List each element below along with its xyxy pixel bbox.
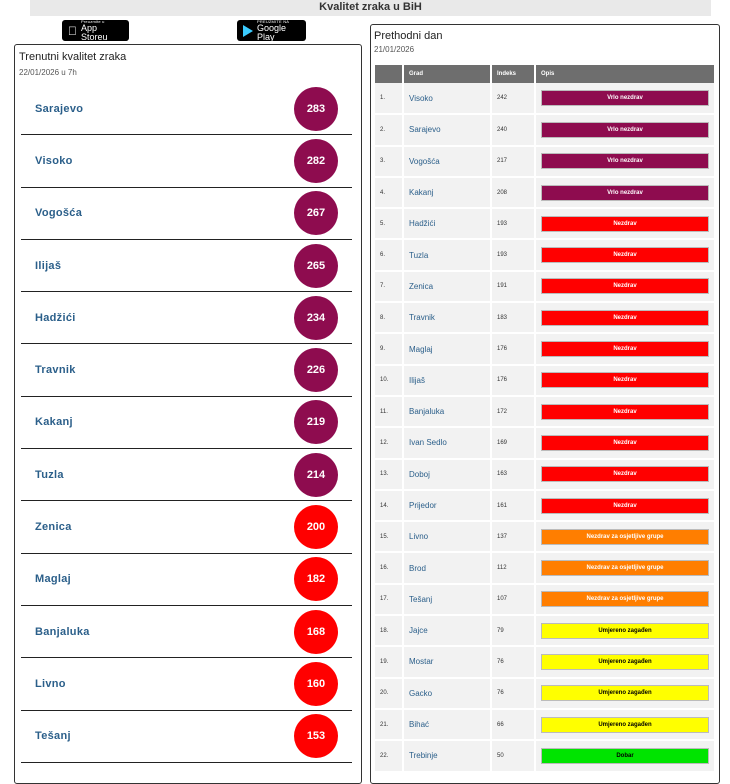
city-row[interactable] — [21, 711, 352, 763]
city-row[interactable] — [21, 658, 352, 710]
column-header-number — [375, 65, 403, 83]
aqi-badge: 267 — [294, 191, 338, 235]
rank-description-cell — [535, 709, 715, 740]
status-badge: Umjereno zagađen — [541, 654, 709, 670]
city-link[interactable]: Tešanj — [35, 730, 71, 743]
rank-number: 15. — [375, 521, 403, 552]
table-row — [375, 615, 715, 646]
rank-description-cell — [535, 459, 715, 490]
city-row[interactable] — [21, 188, 352, 240]
table-row — [375, 365, 715, 396]
city-row[interactable] — [21, 240, 352, 292]
aqi-badge: 200 — [294, 505, 338, 549]
city-row[interactable] — [21, 83, 352, 135]
rank-description-cell — [535, 239, 715, 270]
current-quality-panel — [14, 44, 362, 784]
table-row — [375, 333, 715, 364]
rank-number: 5. — [375, 208, 403, 239]
rank-city-link[interactable]: Gacko — [403, 678, 491, 709]
table-row — [375, 271, 715, 302]
page-title: Kvalitet zraka u BiH — [319, 1, 422, 13]
table-row — [375, 302, 715, 333]
table-row — [375, 114, 715, 145]
rank-index: 191 — [491, 271, 535, 302]
rank-city-link[interactable]: Sarajevo — [403, 114, 491, 145]
rank-city-link[interactable]: Tešanj — [403, 584, 491, 615]
rank-city-link[interactable]: Tuzla — [403, 239, 491, 270]
rank-description-cell — [535, 427, 715, 458]
status-badge: Nezdrav — [541, 278, 709, 294]
city-link[interactable]: Visoko — [35, 154, 73, 167]
table-row — [375, 709, 715, 740]
status-badge: Umjereno zagađen — [541, 685, 709, 701]
rank-index: 176 — [491, 365, 535, 396]
aqi-badge: 160 — [294, 662, 338, 706]
table-row — [375, 83, 715, 114]
status-badge: Vrlo nezdrav — [541, 185, 709, 201]
rank-number: 16. — [375, 552, 403, 583]
table-row — [375, 177, 715, 208]
rank-number: 18. — [375, 615, 403, 646]
rank-index: 112 — [491, 552, 535, 583]
rank-number: 4. — [375, 177, 403, 208]
aqi-badge: 265 — [294, 244, 338, 288]
rank-city-link[interactable]: Bihać — [403, 709, 491, 740]
table-row — [375, 646, 715, 677]
google-play-icon — [243, 25, 253, 37]
status-badge: Umjereno zagađen — [541, 717, 709, 733]
status-badge: Nezdrav — [541, 341, 709, 357]
aqi-badge: 153 — [294, 714, 338, 758]
rank-city-link[interactable]: Livno — [403, 521, 491, 552]
rank-number: 22. — [375, 740, 403, 771]
rank-index: 137 — [491, 521, 535, 552]
rank-number: 20. — [375, 678, 403, 709]
table-row — [375, 490, 715, 521]
rank-number: 7. — [375, 271, 403, 302]
rank-city-link[interactable]: Vogošća — [403, 146, 491, 177]
city-row[interactable] — [21, 554, 352, 606]
rank-description-cell — [535, 271, 715, 302]
rank-index: 193 — [491, 208, 535, 239]
city-link[interactable]: Travnik — [35, 364, 76, 377]
city-row[interactable] — [21, 606, 352, 658]
table-row — [375, 459, 715, 490]
city-link[interactable]: Sarajevo — [35, 102, 84, 115]
rank-index: 176 — [491, 333, 535, 364]
city-link[interactable]: Tuzla — [35, 468, 64, 481]
app-store-small-label: Preuzmite u — [72, 23, 96, 28]
app-store-label: App Storeu — [72, 27, 118, 37]
table-row — [375, 678, 715, 709]
table-row — [375, 396, 715, 427]
rank-number: 13. — [375, 459, 403, 490]
city-row[interactable] — [21, 397, 352, 449]
rank-number: 1. — [375, 83, 403, 114]
rank-description-cell — [535, 365, 715, 396]
rank-city-link[interactable]: Ivan Sedlo — [403, 427, 491, 458]
rank-description-cell — [535, 208, 715, 239]
rank-index: 161 — [491, 490, 535, 521]
rank-index: 217 — [491, 146, 535, 177]
rank-number: 14. — [375, 490, 403, 521]
rank-city-link[interactable]: Doboj — [403, 459, 491, 490]
aqi-badge: 168 — [294, 610, 338, 654]
city-link[interactable]: Vogošća — [35, 207, 83, 220]
status-badge: Nezdrav — [541, 498, 709, 514]
rank-description-cell — [535, 615, 715, 646]
rank-number: 10. — [375, 365, 403, 396]
rank-index: 50 — [491, 740, 535, 771]
city-row[interactable] — [21, 292, 352, 344]
rank-number: 11. — [375, 396, 403, 427]
rank-index: 193 — [491, 239, 535, 270]
aqi-badge: 282 — [294, 139, 338, 183]
city-row[interactable] — [21, 344, 352, 396]
rank-number: 21. — [375, 709, 403, 740]
table-row — [375, 552, 715, 583]
status-badge: Nezdrav za osjetljive grupe — [541, 591, 709, 607]
rank-city-link[interactable]: Trebinje — [403, 740, 491, 771]
city-link[interactable]: Zenica — [35, 521, 72, 534]
rank-number: 8. — [375, 302, 403, 333]
status-badge: Nezdrav za osjetljive grupe — [541, 529, 709, 545]
rank-number: 17. — [375, 584, 403, 615]
rank-index: 172 — [491, 396, 535, 427]
rank-city-link[interactable]: Brod — [403, 552, 491, 583]
rank-index: 183 — [491, 302, 535, 333]
rank-description-cell — [535, 333, 715, 364]
rank-index: 76 — [491, 646, 535, 677]
column-header-city: Grad — [403, 65, 491, 83]
rank-description-cell — [535, 646, 715, 677]
previous-day-table — [375, 65, 716, 773]
status-badge: Nezdrav — [541, 216, 709, 232]
rank-index: 240 — [491, 114, 535, 145]
status-badge: Vrlo nezdrav — [541, 90, 709, 106]
status-badge: Nezdrav — [541, 466, 709, 482]
rank-number: 2. — [375, 114, 403, 145]
city-row[interactable] — [21, 449, 352, 501]
current-quality-date: 22/01/2026 u 7h — [19, 68, 77, 77]
previous-day-date: 21/01/2026 — [374, 45, 415, 54]
city-link[interactable]: Banjaluka — [35, 625, 90, 638]
rank-number: 19. — [375, 646, 403, 677]
rank-description-cell — [535, 83, 715, 114]
city-link[interactable]: Hadžići — [35, 311, 76, 324]
app-store-button[interactable] — [62, 20, 129, 41]
table-header-row — [375, 65, 715, 83]
rank-description-cell — [535, 177, 715, 208]
rank-index: 242 — [491, 83, 535, 114]
rank-description-cell — [535, 740, 715, 771]
rank-number: 9. — [375, 333, 403, 364]
rank-city-link[interactable]: Ilijaš — [403, 365, 491, 396]
rank-city-link[interactable]: Hadžići — [403, 208, 491, 239]
aqi-badge: 219 — [294, 400, 338, 444]
rank-index: 107 — [491, 584, 535, 615]
google-play-small-label: PREUZMITE NA — [257, 18, 290, 24]
table-row — [375, 427, 715, 458]
rank-index: 76 — [491, 678, 535, 709]
city-row[interactable] — [21, 135, 352, 187]
table-row — [375, 584, 715, 615]
status-badge: Nezdrav — [541, 372, 709, 388]
rank-description-cell — [535, 584, 715, 615]
status-badge: Nezdrav — [541, 435, 709, 451]
rank-city-link[interactable]: Travnik — [403, 302, 491, 333]
city-row[interactable] — [21, 501, 352, 553]
rank-description-cell — [535, 521, 715, 552]
previous-day-panel — [370, 24, 720, 784]
status-badge: Vrlo nezdrav — [541, 153, 709, 169]
rank-city-link[interactable]: Zenica — [403, 271, 491, 302]
status-badge: Nezdrav — [541, 404, 709, 420]
table-row — [375, 239, 715, 270]
status-badge: Dobar — [541, 748, 709, 764]
table-row — [375, 208, 715, 239]
current-quality-title: Trenutni kvalitet zraka — [19, 51, 127, 63]
rank-city-link[interactable]: Kakanj — [403, 177, 491, 208]
rank-number: 6. — [375, 239, 403, 270]
page-header — [30, 0, 711, 16]
rank-description-cell — [535, 302, 715, 333]
column-header-description: Opis — [535, 65, 715, 83]
rank-city-link[interactable]: Jajce — [403, 615, 491, 646]
city-link[interactable]: Kakanj — [35, 416, 73, 429]
apple-icon — [68, 25, 77, 37]
table-row — [375, 740, 715, 771]
previous-day-title: Prethodni dan — [374, 30, 443, 42]
table-row — [375, 146, 715, 177]
google-play-label: Google Play — [257, 22, 287, 42]
rank-description-cell — [535, 490, 715, 521]
aqi-badge: 214 — [294, 453, 338, 497]
rank-description-cell — [535, 678, 715, 709]
column-header-index: Indeks — [491, 65, 535, 83]
rank-city-link[interactable]: Banjaluka — [403, 396, 491, 427]
aqi-badge: 234 — [294, 296, 338, 340]
status-badge: Nezdrav za osjetljive grupe — [541, 560, 709, 576]
rank-index: 79 — [491, 615, 535, 646]
rank-city-link[interactable]: Mostar — [403, 646, 491, 677]
rank-description-cell — [535, 146, 715, 177]
rank-index: 163 — [491, 459, 535, 490]
rank-number: 3. — [375, 146, 403, 177]
current-city-list — [21, 83, 352, 763]
table-row — [375, 521, 715, 552]
aqi-badge: 226 — [294, 348, 338, 392]
city-link[interactable]: Livno — [35, 677, 66, 690]
rank-description-cell — [535, 552, 715, 583]
rank-description-cell — [535, 396, 715, 427]
status-badge: Nezdrav — [541, 247, 709, 263]
rank-description-cell — [535, 114, 715, 145]
rank-city-link[interactable]: Prijedor — [403, 490, 491, 521]
rank-index: 169 — [491, 427, 535, 458]
status-badge: Umjereno zagađen — [541, 623, 709, 639]
aqi-badge: 283 — [294, 87, 338, 131]
aqi-badge: 182 — [294, 557, 338, 601]
google-play-button[interactable] — [237, 20, 306, 41]
rank-city-link[interactable]: Maglaj — [403, 333, 491, 364]
rank-number: 12. — [375, 427, 403, 458]
rank-index: 66 — [491, 709, 535, 740]
city-link[interactable]: Maglaj — [35, 573, 72, 586]
status-badge: Nezdrav — [541, 310, 709, 326]
status-badge: Vrlo nezdrav — [541, 122, 709, 138]
city-link[interactable]: Ilijaš — [35, 259, 62, 272]
rank-city-link[interactable]: Visoko — [403, 83, 491, 114]
rank-index: 208 — [491, 177, 535, 208]
